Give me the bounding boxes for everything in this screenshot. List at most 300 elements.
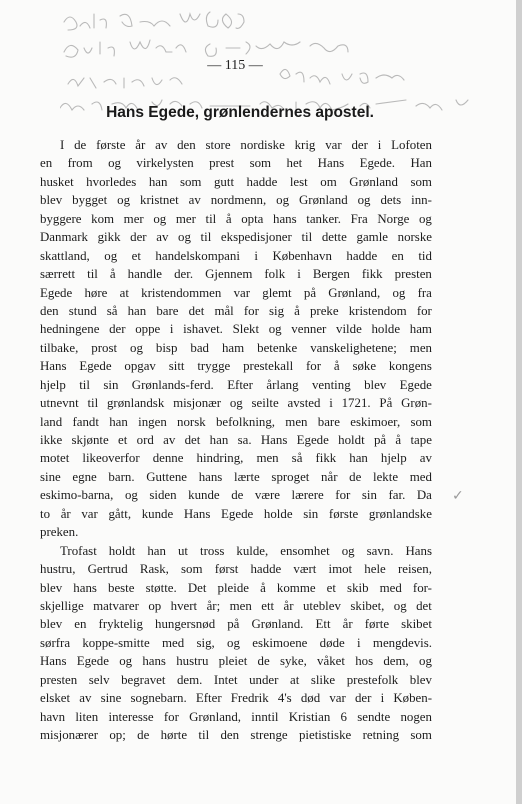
word: han (148, 174, 168, 189)
word: Hans (317, 156, 345, 171)
word: imot (328, 562, 353, 577)
word: skjønte (71, 433, 109, 447)
word: norske (397, 230, 432, 245)
word: fandt (72, 414, 99, 429)
word: preken. (40, 525, 79, 540)
text-line (40, 339, 432, 357)
word: gikk (97, 230, 121, 245)
word: år (283, 598, 294, 613)
word: prestekall (243, 359, 294, 374)
word: ikke (40, 433, 63, 447)
word: en (40, 156, 53, 171)
word: og (229, 396, 243, 411)
word: Grønland, (189, 709, 242, 724)
word: hvorledes (86, 174, 137, 189)
word: sproget (271, 469, 310, 484)
word: Rask, (139, 562, 169, 577)
word: grønlandske (368, 506, 432, 521)
word: et (131, 248, 141, 263)
word: hedningene (40, 322, 100, 337)
word: Lofoten (391, 138, 432, 152)
word: de (137, 728, 150, 742)
word: stund (68, 303, 97, 318)
word: som (410, 414, 432, 429)
word: venner (291, 322, 327, 337)
word: førte (364, 617, 390, 632)
word: bisp (155, 340, 178, 355)
word: i (297, 267, 301, 282)
word: døde (319, 635, 345, 650)
word: matvarer (93, 598, 139, 613)
word: å (395, 433, 402, 447)
word: Egede (40, 285, 73, 300)
text-line (40, 357, 432, 375)
word: beste (108, 580, 135, 595)
word: far. (388, 488, 406, 503)
word: savn. (366, 543, 394, 558)
word: Efter (195, 691, 222, 706)
word: år (342, 617, 353, 632)
word: bare (156, 303, 179, 318)
word: holdt (108, 543, 136, 558)
word: sin (103, 377, 119, 392)
word: han (127, 303, 147, 318)
page-number: — 115 — (207, 58, 263, 73)
word: Danmark (40, 230, 88, 245)
text-line (40, 228, 432, 246)
word: der (351, 138, 368, 152)
word: misjonær (173, 396, 222, 411)
word: til (200, 230, 212, 245)
word: Gjennem (205, 267, 253, 282)
word: ett (261, 598, 275, 613)
word: og (119, 654, 133, 669)
word: nogen (400, 709, 432, 724)
word: mer (123, 211, 144, 226)
word: første (328, 506, 359, 521)
word: som (249, 156, 272, 171)
word: glemt (262, 285, 292, 300)
word: og (178, 230, 191, 245)
word: interesse (108, 709, 154, 724)
word: med (161, 635, 185, 650)
word: de (231, 488, 244, 503)
word: Slekt (232, 322, 260, 337)
word: det (416, 598, 432, 613)
word: misjonærer (40, 728, 99, 742)
word: sa. (237, 433, 252, 447)
text-line (40, 154, 432, 172)
word: den (220, 728, 240, 742)
word: skibet, (350, 598, 385, 613)
word: bad (190, 340, 209, 355)
word: og (153, 211, 167, 226)
word: kunde (141, 506, 174, 521)
word: hvert (170, 598, 198, 613)
word: så (291, 451, 303, 466)
word: opgav (124, 359, 156, 374)
word: store (205, 138, 231, 152)
word: pleide (217, 580, 250, 595)
word: Grønlands-ferd. (131, 377, 214, 392)
word: søke (352, 359, 377, 374)
word: der (130, 230, 147, 245)
word: blev (40, 193, 63, 208)
word: for (163, 709, 179, 724)
word: sine (100, 691, 122, 706)
word: der (354, 691, 372, 706)
word: det (188, 303, 205, 318)
word: kulde, (236, 543, 269, 558)
word: og (341, 543, 355, 558)
word: vilde (336, 322, 362, 337)
text-line (40, 413, 432, 431)
body-text (40, 136, 432, 744)
text-line (40, 136, 432, 154)
word: hjelp (40, 377, 66, 392)
word: inntil (251, 709, 279, 724)
word: dem, (383, 654, 409, 669)
word: av (188, 193, 201, 208)
word: byggere (40, 211, 82, 226)
word: preke (309, 303, 339, 318)
word: skib (347, 580, 369, 595)
word: i (329, 396, 333, 411)
word: siden (149, 488, 177, 503)
word: prost (91, 340, 118, 355)
text-line (40, 449, 432, 467)
word: om (320, 174, 337, 189)
word: til (205, 211, 217, 226)
word: i (377, 138, 382, 152)
text-line (40, 394, 432, 412)
word: årlang (266, 377, 299, 392)
word: den (40, 303, 59, 318)
word: to (40, 506, 51, 521)
word: og (392, 285, 406, 300)
word: denne (152, 451, 184, 466)
word: blev (40, 617, 63, 632)
word: komme (276, 580, 316, 595)
word: Intet (213, 672, 238, 687)
word: presten (394, 267, 432, 282)
word: hos (355, 654, 374, 669)
word: retning (362, 728, 400, 742)
word: sig (269, 303, 285, 318)
word: Bergen (312, 267, 350, 282)
word: Det (187, 580, 207, 595)
word: Kristian (288, 709, 331, 724)
word: dets (380, 193, 402, 208)
word: nordiske (240, 138, 285, 152)
word: seilte (251, 396, 279, 411)
text-line (40, 284, 432, 302)
word: et (326, 580, 336, 595)
word: handelskompani (155, 248, 240, 263)
word: holde (263, 506, 293, 521)
word: elsket (40, 691, 71, 706)
word: blev (409, 672, 432, 687)
word: 4's (277, 691, 292, 706)
word: den (177, 138, 196, 152)
word: våket (317, 654, 345, 669)
word: hadde (346, 248, 378, 263)
word: eskimoene (252, 635, 308, 650)
word: fikk (315, 451, 337, 466)
word: venting (311, 377, 351, 392)
word: ishavet. (183, 322, 223, 337)
word: var (329, 691, 346, 706)
word: det (184, 433, 201, 447)
word: barn. (108, 469, 135, 484)
word: i (380, 691, 385, 706)
word: men (256, 451, 279, 466)
word: til (301, 230, 313, 245)
word: koppe-smitte (82, 635, 150, 650)
word: skibet (401, 617, 432, 632)
word: han (349, 451, 368, 466)
word: lærere (291, 488, 324, 503)
word: Egede (296, 433, 329, 447)
word: fra (417, 285, 432, 300)
word: Egede. (359, 156, 396, 171)
word: av (156, 230, 169, 245)
word: inn- (411, 193, 432, 208)
word: virkelysten (136, 156, 194, 171)
word: I (60, 138, 65, 152)
word: På (379, 396, 393, 411)
word: sin (361, 488, 377, 503)
word: befolkning, (215, 414, 276, 429)
word: op; (109, 728, 126, 742)
word: var (325, 138, 342, 152)
word: bygget (72, 193, 108, 208)
word: folk (264, 267, 286, 282)
word: hans (73, 580, 97, 595)
word: sitt (168, 359, 185, 374)
word: vært (293, 562, 317, 577)
word: hadde (246, 174, 278, 189)
word: år; (206, 598, 221, 613)
word: Egede (79, 359, 112, 374)
word: uteblev (302, 598, 341, 613)
word: kongens (388, 359, 432, 374)
word: kristnet (140, 193, 179, 208)
word: sognebarn. (130, 691, 187, 706)
word: land (40, 414, 63, 429)
word: holde (371, 322, 401, 337)
word: vanskelighetene; (310, 340, 397, 355)
word: tilbake, (40, 340, 79, 355)
word: skattland, (40, 248, 90, 263)
word: ord (136, 433, 154, 447)
word: død (300, 691, 321, 706)
word: utnevnt (40, 396, 79, 411)
word: begravet (121, 672, 166, 687)
word: å (260, 580, 266, 595)
word: sine (40, 469, 61, 484)
text-line (40, 431, 432, 449)
word: som (410, 728, 432, 742)
paragraph-1 (40, 136, 432, 542)
word: ingen (138, 414, 167, 429)
word: trygge (197, 359, 231, 374)
word: Hans (183, 506, 211, 521)
word: hungersnød (155, 617, 216, 632)
word: tid (418, 248, 432, 263)
word: de (257, 654, 270, 669)
text-line (40, 708, 432, 726)
word: hans (273, 211, 297, 226)
word: norsk (177, 414, 206, 429)
word: bare (317, 414, 340, 429)
word: gamle (356, 230, 388, 245)
word: havn (40, 709, 66, 724)
word: en (74, 617, 87, 632)
word: han (109, 414, 128, 429)
word: mengdevis. (372, 635, 432, 650)
word: som (179, 174, 202, 189)
word: av (79, 691, 92, 706)
word: var (233, 285, 251, 300)
word: til (87, 267, 98, 282)
word: til (79, 377, 90, 392)
word: og (104, 248, 118, 263)
word: Han (410, 156, 432, 171)
word: 6 (340, 709, 347, 724)
word: å (294, 303, 300, 318)
word: Grønland (349, 174, 398, 189)
text-line (40, 320, 432, 338)
word: reisen, (397, 562, 432, 577)
text-line (40, 689, 432, 707)
word: Egede (221, 506, 254, 521)
word: et (118, 433, 128, 447)
word: for (243, 303, 259, 318)
word: opta (241, 211, 264, 226)
word: som (410, 174, 432, 189)
word: når (321, 469, 338, 484)
text-line (40, 376, 432, 394)
word: hørte (160, 728, 188, 742)
word: Køben- (393, 691, 432, 706)
word: hustru, (40, 562, 76, 577)
word: 1721. (341, 396, 371, 411)
word: ensomhet (280, 543, 330, 558)
word: lest (289, 174, 308, 189)
text-line (40, 523, 432, 541)
word: særrett (40, 267, 76, 282)
word: Egede (76, 654, 109, 669)
word: selv (88, 672, 110, 687)
word: krig (294, 138, 316, 152)
word: høre (84, 285, 108, 300)
word: Hans (260, 433, 288, 447)
word: sørfra (40, 635, 71, 650)
word: kunde (188, 488, 220, 503)
word: Trofast (60, 543, 97, 558)
word: og (276, 193, 290, 208)
text-line (40, 247, 432, 265)
word: Norge (377, 211, 410, 226)
word: dem. (176, 672, 203, 687)
word: men (409, 340, 432, 355)
word: Fra (350, 211, 368, 226)
text-line (40, 486, 432, 504)
word: grønlandsk (106, 396, 165, 411)
word: hjelp (380, 451, 407, 466)
word: være (254, 488, 280, 503)
word: for (416, 303, 432, 318)
word: under (249, 672, 279, 687)
text-line (40, 560, 432, 578)
word: og (124, 488, 138, 503)
word: hele (364, 562, 386, 577)
word: presten (40, 672, 78, 687)
word: liten (75, 709, 99, 724)
word: blev (364, 377, 387, 392)
word: egne (72, 469, 97, 484)
word: år (60, 506, 71, 521)
word: skjellige (40, 598, 84, 613)
word: som (181, 562, 203, 577)
word: Efter (227, 377, 253, 392)
word: Fredrik (230, 691, 269, 706)
text-line (40, 615, 432, 633)
word: at (289, 672, 300, 687)
word: ham (409, 322, 432, 337)
word: likeoverfor (82, 451, 140, 466)
word: avsted (287, 396, 321, 411)
word: år (135, 138, 146, 152)
word: å (109, 267, 116, 282)
word: og (393, 598, 407, 613)
word: tape (410, 433, 432, 447)
word: og (268, 322, 282, 337)
word: op (148, 598, 162, 613)
word: holdt (338, 433, 365, 447)
word: husket (40, 174, 74, 189)
word: lekte (372, 469, 399, 484)
word: oppe (135, 322, 161, 337)
word: lærte (233, 469, 260, 484)
word: sig, (196, 635, 215, 650)
word: i (169, 322, 174, 337)
word: slike (310, 672, 336, 687)
word: ut (177, 543, 188, 558)
word: var (81, 506, 98, 521)
margin-check-mark: ✓ (452, 488, 464, 504)
word: Hans (40, 654, 67, 669)
word: først (214, 562, 239, 577)
word: Grøn- (401, 396, 432, 411)
word: av (419, 451, 432, 466)
word: kom (91, 211, 115, 226)
word: hans (198, 469, 223, 484)
word: der (109, 322, 126, 337)
word: hadde (250, 562, 282, 577)
word: pietistiske (298, 728, 352, 742)
word: og (108, 156, 121, 171)
word: nordmenn, (210, 193, 267, 208)
word: og (130, 340, 143, 355)
word: på (303, 285, 317, 300)
word: pleiet (218, 654, 248, 669)
word: så (106, 303, 118, 318)
word: mål (214, 303, 234, 318)
word: prest (209, 156, 235, 171)
text-line (40, 191, 432, 209)
